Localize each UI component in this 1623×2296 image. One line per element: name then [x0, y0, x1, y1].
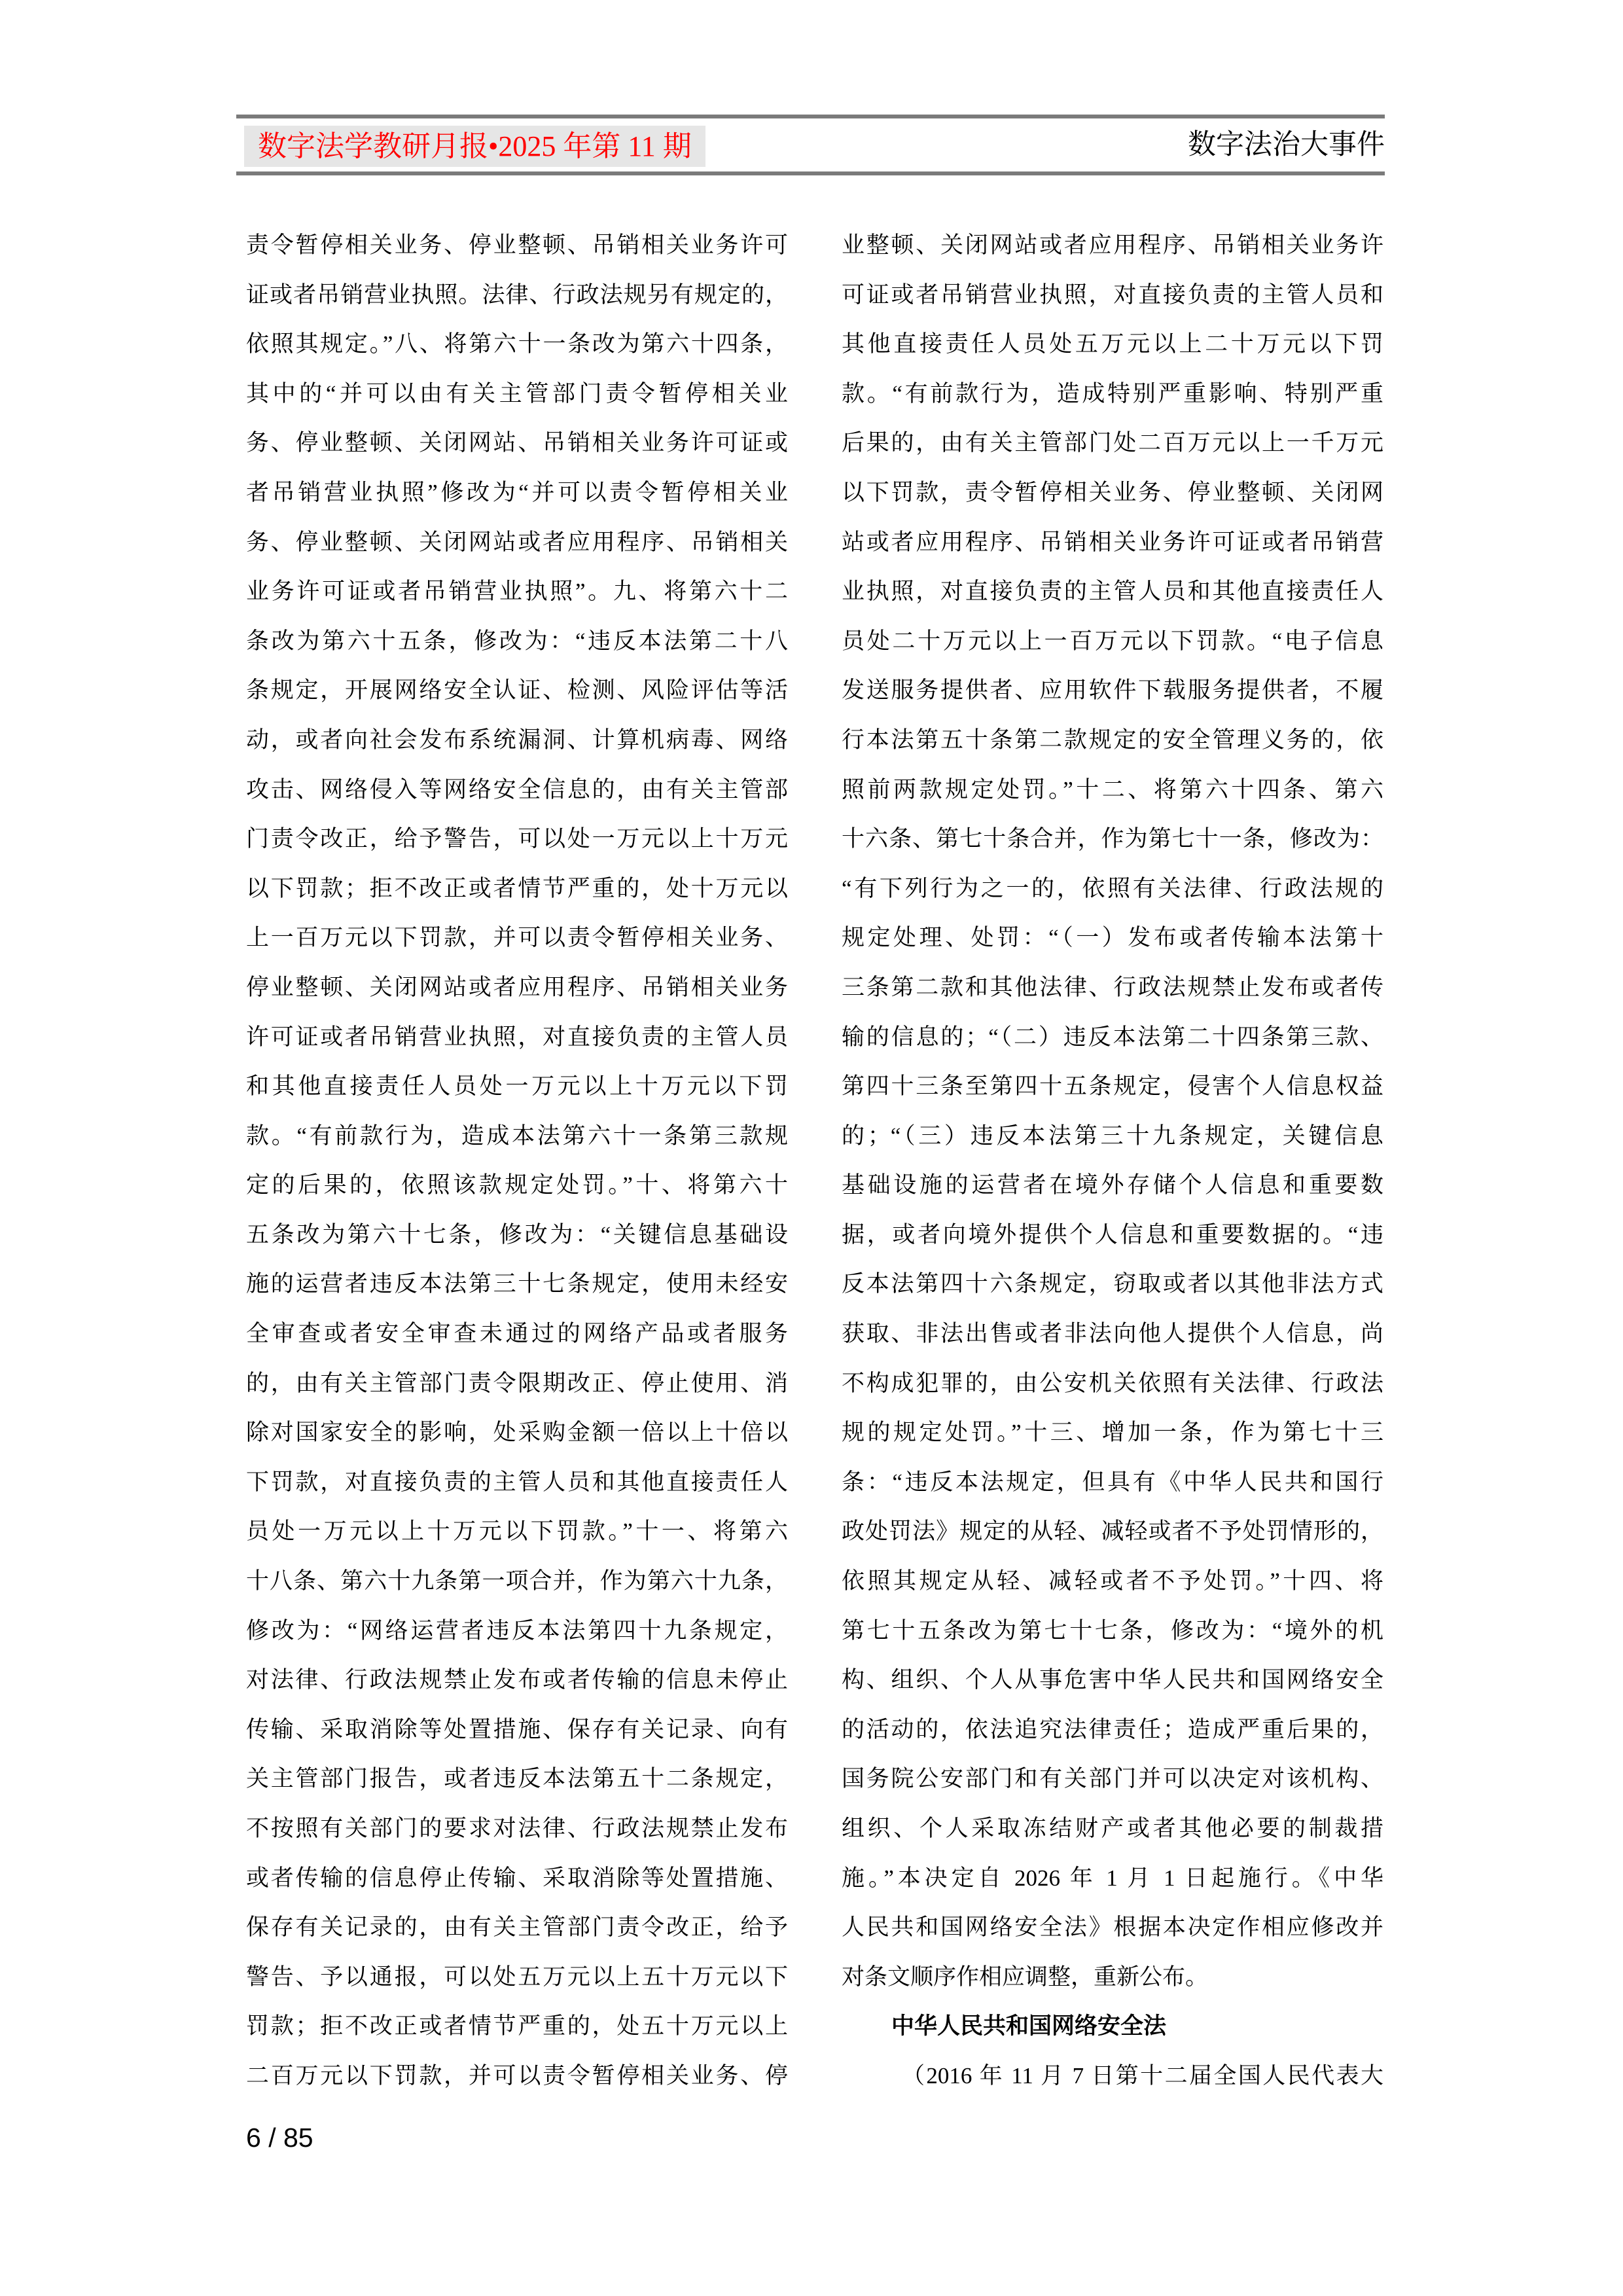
- text-line: 国务院公安部门和有关部门并可以决定对该机构、: [842, 1766, 1383, 1792]
- text-line: 业务许可证或者吊销营业执照”。九、将第六十二: [246, 579, 788, 605]
- text-line: 其他直接责任人员处五万元以上二十万元以下罚: [842, 331, 1383, 357]
- text-line: 的活动的，依法追究法律责任；造成严重后果的，: [842, 1716, 1383, 1742]
- text-line: 务、停业整顿、关闭网站或者应用程序、吊销相关: [246, 529, 788, 555]
- text-line: 动，或者向社会发布系统漏洞、计算机病毒、网络: [246, 726, 788, 753]
- journal-title: 数字法学教研月报•2025 年第 11 期: [244, 126, 705, 167]
- text-line: 攻击、网络侵入等网络安全信息的，由有关主管部: [246, 776, 788, 802]
- text-line: “有下列行为之一的，依照有关法律、行政法规的: [842, 875, 1383, 901]
- text-line: 后果的，由有关主管部门处二百万元以上一千万元: [842, 430, 1383, 456]
- text-line: （2016 年 11 月 7 日第十二届全国人民代表大: [902, 2062, 1383, 2089]
- text-line: 施的运营者违反本法第三十七条规定，使用未经安: [246, 1271, 788, 1297]
- text-line: 对条文顺序作相应调整，重新公布。: [842, 1964, 1209, 1990]
- text-line: 规定处理、处罚：“（一）发布或者传输本法第十: [842, 925, 1383, 951]
- text-line: 十八条、第六十九条第一项合并，作为第六十九条，: [246, 1568, 788, 1594]
- text-line: 警告、予以通报，可以处五万元以上五十万元以下: [246, 1964, 788, 1990]
- text-line: 全审查或者安全审查未通过的网络产品或者服务: [246, 1321, 788, 1347]
- text-line: 五条改为第六十七条，修改为：“关键信息基础设: [246, 1221, 788, 1247]
- header-rule-top: [236, 115, 1385, 118]
- text-line: 二百万元以下罚款，并可以责令暂停相关业务、停: [246, 2062, 788, 2089]
- text-line: 门责令改正，给予警告，可以处一万元以上十万元: [246, 826, 788, 852]
- text-line: 行本法第五十条第二款规定的安全管理义务的，依: [842, 726, 1383, 753]
- text-line: 据，或者向境外提供个人信息和重要数据的。“违: [842, 1221, 1383, 1247]
- text-line: 证或者吊销营业执照。法律、行政法规另有规定的，: [246, 281, 788, 308]
- text-line: 可证或者吊销营业执照，对直接负责的主管人员和: [842, 281, 1383, 308]
- text-line: 基础设施的运营者在境外存储个人信息和重要数: [842, 1172, 1383, 1198]
- text-line: 停业整顿、关闭网站或者应用程序、吊销相关业务: [246, 974, 788, 1000]
- text-line: 第四十三条至第四十五条规定，侵害个人信息权益: [842, 1073, 1383, 1100]
- text-line: 除对国家安全的影响，处采购金额一倍以上十倍以: [246, 1420, 788, 1446]
- text-line: 员处二十万元以上一百万元以下罚款。“电子信息: [842, 628, 1383, 654]
- text-line: 其中的“并可以由有关主管部门责令暂停相关业: [246, 380, 788, 406]
- text-line: 款。“有前款行为，造成特别严重影响、特别严重: [842, 380, 1383, 406]
- text-line: 修改为：“网络运营者违反本法第四十九条规定，: [246, 1617, 788, 1643]
- text-line: 组织、个人采取冻结财产或者其他必要的制裁措: [842, 1816, 1383, 1841]
- text-line: 第七十五条改为第七十七条，修改为：“境外的机: [842, 1617, 1383, 1643]
- text-line: 条：“违反本法规定，但具有《中华人民共和国行: [842, 1469, 1383, 1495]
- text-line: 保存有关记录的，由有关主管部门责令改正，给予: [246, 1914, 788, 1941]
- text-line: 业执照，对直接负责的主管人员和其他直接责任人: [842, 579, 1383, 605]
- text-line: 条改为第六十五条，修改为：“违反本法第二十八: [246, 628, 788, 654]
- text-line: 上一百万元以下罚款，并可以责令暂停相关业务、: [246, 925, 788, 951]
- text-line: 责令暂停相关业务、停业整顿、吊销相关业务许可: [246, 232, 788, 258]
- text-column-right: [842, 221, 1383, 2101]
- text-line: 对法律、行政法规禁止发布或者传输的信息未停止: [246, 1667, 788, 1693]
- text-line: 规的规定处罚。”十三、增加一条，作为第七十三: [842, 1420, 1383, 1446]
- text-line: 中华人民共和国网络安全法: [891, 2013, 1167, 2039]
- text-line: 三条第二款和其他法律、行政法规禁止发布或者传: [842, 974, 1383, 1000]
- text-line: 构、组织、个人从事危害中华人民共和国网络安全: [842, 1667, 1383, 1693]
- text-line: 依照其规定。”八、将第六十一条改为第六十四条，: [246, 331, 788, 357]
- header-rule-bottom: [236, 171, 1385, 175]
- text-line: 反本法第四十六条规定，窃取或者以其他非法方式: [842, 1271, 1383, 1297]
- text-line: 以下罚款，责令暂停相关业务、停业整顿、关闭网: [842, 479, 1383, 505]
- text-line: 依照其规定从轻、减轻或者不予处罚。”十四、将: [842, 1568, 1383, 1594]
- text-line: 业整顿、关闭网站或者应用程序、吊销相关业务许: [842, 232, 1383, 258]
- text-line: 以下罚款；拒不改正或者情节严重的，处十万元以: [246, 875, 788, 901]
- text-line: 下罚款，对直接负责的主管人员和其他直接责任人: [246, 1469, 788, 1495]
- page-number: 6 / 85: [246, 2123, 313, 2153]
- text-line: 发送服务提供者、应用软件下载服务提供者，不履: [842, 677, 1383, 704]
- text-line: 传输、采取消除等处置措施、保存有关记录、向有: [246, 1716, 788, 1742]
- section-title: 数字法治大事件: [1188, 130, 1385, 160]
- text-line: 政处罚法》规定的从轻、减轻或者不予处罚情形的，: [842, 1518, 1383, 1545]
- text-line: 定的后果的，依照该款规定处罚。”十、将第六十: [246, 1172, 788, 1198]
- text-line: 站或者应用程序、吊销相关业务许可证或者吊销营: [842, 529, 1383, 555]
- text-line: 不按照有关部门的要求对法律、行政法规禁止发布: [246, 1816, 788, 1841]
- text-line: 者吊销营业执照”修改为“并可以责令暂停相关业: [246, 479, 788, 505]
- text-line: 员处一万元以上十万元以下罚款。”十一、将第六: [246, 1518, 788, 1545]
- text-line: 关主管部门报告，或者违反本法第五十二条规定，: [246, 1766, 788, 1792]
- text-line: 条规定，开展网络安全认证、检测、风险评估等活: [246, 677, 788, 704]
- text-line: 获取、非法出售或者非法向他人提供个人信息，尚: [842, 1321, 1383, 1347]
- text-line: 的；“（三）违反本法第三十九条规定，关键信息: [842, 1122, 1383, 1149]
- text-line: 的，由有关主管部门责令限期改正、停止使用、消: [246, 1370, 788, 1396]
- text-line: 输的信息的；“（二）违反本法第二十四条第三款、: [842, 1024, 1383, 1050]
- text-line: 罚款；拒不改正或者情节严重的，处五十万元以上: [246, 2013, 788, 2039]
- text-line: 和其他直接责任人员处一万元以上十万元以下罚: [246, 1073, 788, 1100]
- text-column-left: [246, 221, 788, 2101]
- text-line: 不构成犯罪的，由公安机关依照有关法律、行政法: [842, 1370, 1383, 1396]
- text-line: 许可证或者吊销营业执照，对直接负责的主管人员: [246, 1024, 788, 1050]
- text-line: 款。“有前款行为，造成本法第六十一条第三款规: [246, 1122, 788, 1149]
- text-line: 或者传输的信息停止传输、采取消除等处置措施、: [246, 1865, 788, 1891]
- text-line: 施。”本决定自 2026 年 1 月 1 日起施行。《中华: [842, 1865, 1383, 1891]
- text-line: 照前两款规定处罚。”十二、将第六十四条、第六: [842, 776, 1383, 802]
- text-line: 十六条、第七十条合并，作为第七十一条，修改为：: [842, 826, 1383, 852]
- text-line: 人民共和国网络安全法》根据本决定作相应修改并: [842, 1914, 1383, 1941]
- text-line: 务、停业整顿、关闭网站、吊销相关业务许可证或: [246, 430, 788, 456]
